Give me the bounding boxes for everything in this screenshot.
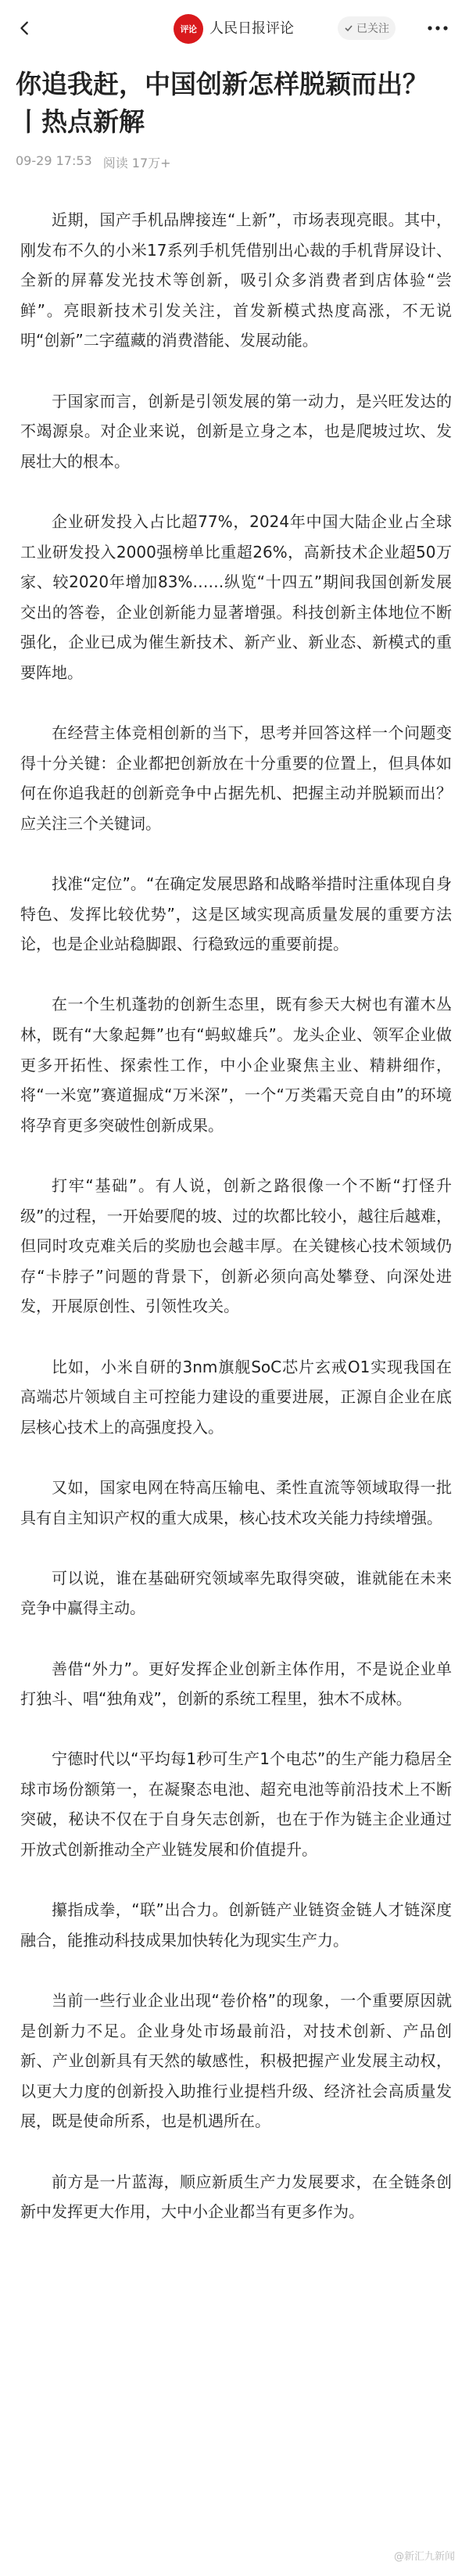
paragraph: 又如，国家电网在特高压输电、柔性直流等领域取得一批具有自主知识产权的重大成果，核心技术攻关能力持续增强。 (20, 1477, 452, 1527)
paragraph: 近期，国产手机品牌接连“上新”，市场表现亮眼。其中，刚发布不久的小米17系列手机凭借别出心裁的手机背屏设计、全新的屏幕发光技术等创新，吸引众多消费者到店体验“尝鲜”。亮眼新技术引发关注，首发新模式热度高涨，不无说明“创新”二字蕴藏的消费潜能、发展动能。 (20, 210, 452, 350)
watermark (394, 2548, 455, 2563)
paragraph: 在经营主体竞相创新的当下，思考并回答这样一个问题变得十分关键：企业都把创新放在十分重要的位置上，但具体如何在你追我赶的创新竞争中占据先机、把握主动并脱颖而出？应关注三个关键词。 (20, 723, 452, 833)
paragraph: 在一个生机蓬勃的创新生态里，既有参天大树也有灌木丛林，既有“大象起舞”也有“蚂蚁雄兵”。龙头企业、领军企业做更多开拓性、探索性工作，中小企业聚焦主业、精耕细作，将“一米宽”赛道掘成“万米深”，一个“万类霜天竞自由”的环境将孕育更多突破性创新成果。 (20, 995, 452, 1135)
paragraph: 找准“定位”。“在确定发展思路和战略举措时注重体现自身特色、发挥比较优势”，这是区域实现高质量发展的重要方法论，也是企业站稳脚跟、行稳致远的重要前提。 (20, 874, 452, 954)
more-dots-icon (428, 25, 448, 31)
back-button[interactable] (11, 14, 39, 42)
read-count: 阅读 17万+ (102, 156, 171, 170)
paragraph: 于国家而言，创新是引领发展的第一动力，是兴旺发达的不竭源泉。对企业来说，创新是立身之本，也是爬坡过坎、发展壮大的根本。 (20, 391, 452, 471)
paragraph: 可以说，谁在基础研究领域率先取得突破，谁就能在未来竞争中赢得主动。 (20, 1568, 452, 1618)
avatar[interactable]: 评论 (174, 14, 203, 44)
chevron-left-icon (16, 20, 34, 37)
publish-date: 09-29 17:53 (16, 153, 92, 168)
paragraph: 企业研发投入占比超77%，2024年中国大陆企业占全球工业研发投入2000强榜单比重超26%，高新技术企业超50万家、较2020年增加83%……纵览“十四五”期间我国创新发展交出的答卷，企业创新能力显著增强。科技创新主体地位不断强化，企业已成为催生新技术、新产业、新业态、新模式的重要阵地。 (20, 511, 452, 682)
watermark-text: @新汇九新闻 (393, 2551, 455, 2563)
paragraph: 打牢“基础”。有人说，创新之路很像一个不断“打怪升级”的过程，一开始要爬的坡、过的坎都比较小，越往后越难，但同时攻克难关后的奖励也会越丰厚。在关键核心技术领域仍存“卡脖子”问题的背景下，创新必须向高处攀登、向深处进发，开展原创性、引领性攻关。 (20, 1176, 452, 1316)
paragraph: 前方是一片蓝海，顺应新质生产力发展要求，在全链条创新中发挥更大作用，大中小企业都当有更多作为。 (20, 2172, 452, 2222)
check-icon (344, 23, 353, 33)
follow-label: 已关注 (356, 23, 389, 35)
paragraph: 当前一些行业企业出现“卷价格”的现象，一个重要原因就是创新力不足。企业身处市场最前沿，对技术创新、产品创新、产业创新具有天然的敏感性，积极把握产业发展主动权，以更大力度的创新投入助推行业提档升级、经济社会高质量发展，既是使命所系，也是机遇所在。 (20, 1991, 452, 2131)
paragraph: 攥指成拳，“联”出合力。创新链产业链资金链人才链深度融合，能推动科技成果加快转化为现实生产力。 (20, 1900, 452, 1950)
article-body (20, 205, 452, 2257)
paragraph: 宁德时代以“平均每1秒可生产1个电芯”的生产能力稳居全球市场份额第一，在凝聚态电池、超充电池等前沿技术上不断突破，秘诀不仅在于自身矢志创新，也在于作为链主企业通过开放式创新推动全产业链发展和价值提升。 (20, 1749, 452, 1860)
paragraph: 比如，小米自研的3nm旗舰SoC芯片玄戒O1实现我国在高端芯片领域自主可控能力建设的重要进展，正源自企业在底层核心技术上的高强度投入。 (20, 1357, 452, 1437)
more-button[interactable] (422, 14, 453, 42)
paragraph: 善借“外力”。更好发挥企业创新主体作用，不是说企业单打独斗、唱“独角戏”，创新的系统工程里，独木不成林。 (20, 1659, 452, 1709)
account-name[interactable]: 人民日报评论 (209, 20, 294, 37)
article-title: 你追我赶，中国创新怎样脱颖而出？丨热点新解 (16, 69, 428, 137)
follow-button[interactable] (338, 16, 396, 40)
article-meta (16, 153, 171, 171)
top-bar (0, 0, 469, 56)
